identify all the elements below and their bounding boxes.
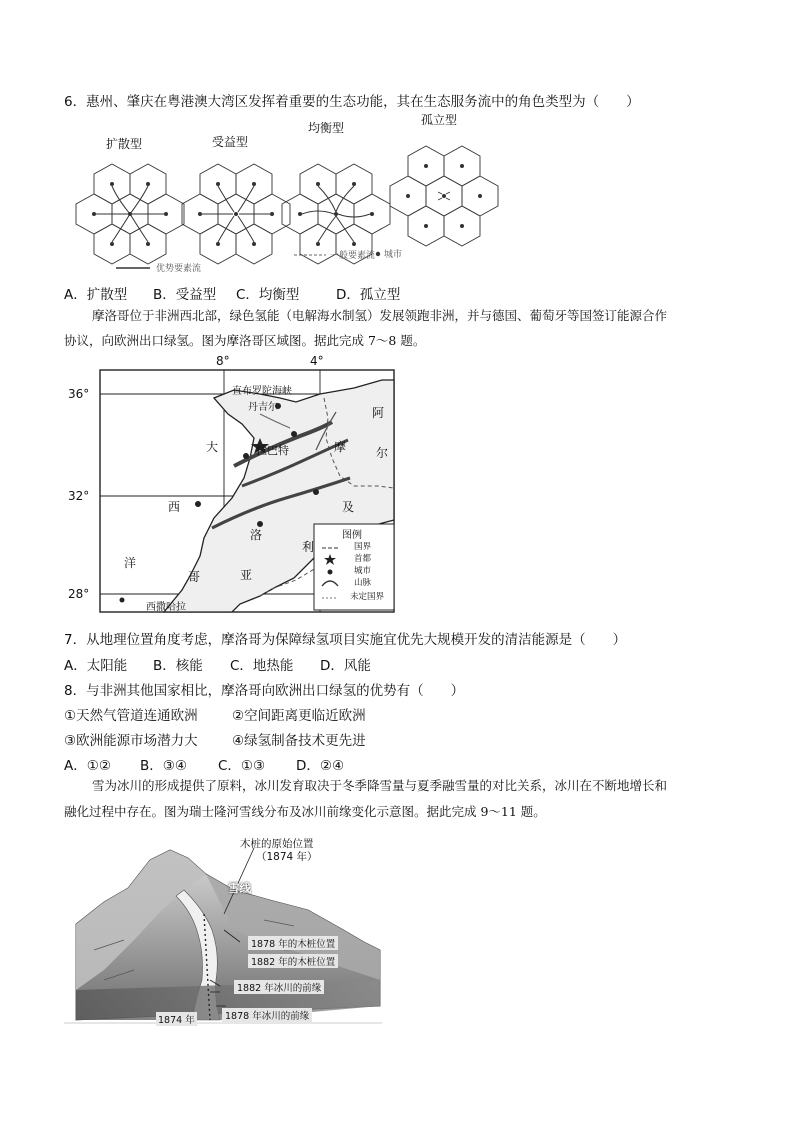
q8-statement-1: ①天然气管道连通欧洲 — [64, 708, 198, 724]
label-algeria-5: 亚 — [240, 568, 253, 582]
glacier-label-1874: （1874 年） — [256, 851, 318, 863]
q6-hexagon-figure — [64, 108, 504, 280]
label-tangier: 丹吉尔 — [248, 402, 278, 413]
label-morocco-1: 摩 — [334, 440, 347, 454]
map-legend-undetermined-border: 未定国界 — [350, 592, 385, 602]
glacier-label-1882-front: 1882 年冰川的前缘 — [234, 980, 324, 994]
glacier-label-1878-front: 1878 年冰川的前缘 — [222, 1008, 312, 1022]
morocco-map — [64, 354, 404, 616]
q6-option-c: C．均衡型 — [236, 287, 300, 303]
q7-option-a: A．太阳能 — [64, 658, 128, 674]
label-algeria-2: 尔 — [376, 446, 389, 460]
passage-9-11-line-1: 雪为冰川的形成提供了原料，冰川发育取决于冬季降雪量与夏季融雪量的对比关系，冰川在不断地增长和 — [92, 778, 668, 793]
q6-option-a: A．扩散型 — [64, 287, 128, 303]
passage-9-11-line-2: 融化过程中存在。图为瑞士隆河雪线分布及冰川前缘变化示意图。据此完成 9～11 题。 — [64, 804, 546, 819]
glacier-label-1882-stake: 1882 年的木桩位置 — [248, 954, 338, 968]
q6-option-b: B．受益型 — [153, 287, 217, 303]
lon-label-4: 4° — [310, 354, 324, 368]
label-morocco-3: 哥 — [188, 570, 201, 584]
legend-city: 城市 — [384, 250, 403, 260]
q7-option-d: D．风能 — [320, 658, 371, 674]
map-legend-capital: 首都 — [354, 554, 372, 564]
legend-general-flow: 一般要素流 — [330, 251, 376, 261]
label-strait-gibraltar: 直布罗陀海峡 — [232, 386, 292, 397]
label-ocean-2: 西 — [168, 500, 181, 514]
label-western-sahara: 西撒哈拉 — [146, 602, 186, 613]
hex-cluster-diffusion — [76, 164, 184, 264]
q8-option-c: C．①③ — [218, 758, 266, 774]
passage-7-8-line-2: 协议，向欧洲出口绿氢。图为摩洛哥区域图。据此完成 7～8 题。 — [64, 333, 426, 348]
q8-option-b: B．③④ — [140, 758, 187, 774]
label-morocco-2: 洛 — [250, 528, 263, 542]
glacier-label-original-stake: 木桩的原始位置 — [240, 838, 314, 850]
map-legend-city: 城市 — [354, 566, 372, 576]
q8-statement-4: ④绿氢制备技术更先进 — [232, 733, 366, 749]
q7-stem: 7．从地理位置角度考虑，摩洛哥为保障绿氢项目实施宜优先大规模开发的清洁能源是（ ） — [64, 632, 627, 648]
lon-label-8: 8° — [216, 354, 230, 368]
type-label-diffusion: 扩散型 — [106, 137, 143, 151]
lat-label-28: 28° — [68, 587, 90, 601]
glacier-label-snowline: 雪线 — [228, 881, 251, 895]
glacier-figure — [64, 830, 384, 1026]
q8-statement-3: ③欧洲能源市场潜力大 — [64, 733, 198, 749]
hex-cluster-isolated — [390, 146, 498, 246]
q6-stem: 6．惠州、肇庆在粤港澳大湾区发挥着重要的生态功能，其在生态服务流中的角色类型为（ ） — [64, 94, 640, 110]
glacier-label-1878-stake: 1878 年的木桩位置 — [248, 936, 338, 950]
type-label-balanced: 均衡型 — [308, 121, 345, 135]
lat-label-36: 36° — [68, 387, 90, 401]
label-ocean-1: 大 — [206, 440, 219, 454]
label-algeria-3: 及 — [342, 500, 355, 514]
q8-option-a: A．①② — [64, 758, 111, 774]
type-label-beneficiary: 受益型 — [212, 135, 249, 149]
q8-option-d: D．②④ — [296, 758, 345, 774]
legend-dominant-flow: 优势要素流 — [156, 264, 202, 274]
q6-option-d: D．孤立型 — [336, 287, 401, 303]
q8-stem: 8．与非洲其他国家相比，摩洛哥向欧洲出口绿氢的优势有（ ） — [64, 683, 465, 699]
label-ocean-3: 洋 — [124, 556, 137, 570]
type-label-isolated: 孤立型 — [421, 113, 458, 127]
map-legend-title: 图例 — [342, 530, 362, 541]
passage-7-8-line-1: 摩洛哥位于非洲西北部，绿色氢能（电解海水制氢）发展领跑非洲，并与德国、葡萄牙等国签订能源合作 — [92, 308, 668, 323]
glacier-label-1874-front: 1874 年 — [156, 1012, 197, 1026]
label-algeria-1: 阿 — [372, 406, 385, 420]
q7-option-c: C．地热能 — [230, 658, 294, 674]
q7-option-b: B．核能 — [153, 658, 203, 674]
label-rabat: 拉巴特 — [256, 444, 289, 457]
q8-statement-2: ②空间距离更临近欧洲 — [232, 708, 366, 724]
map-legend-border: 国界 — [354, 542, 372, 552]
label-algeria-4: 利 — [302, 540, 315, 554]
hex-cluster-beneficiary — [182, 164, 290, 264]
map-legend-mountain: 山脉 — [354, 578, 372, 588]
lat-label-32: 32° — [68, 489, 90, 503]
